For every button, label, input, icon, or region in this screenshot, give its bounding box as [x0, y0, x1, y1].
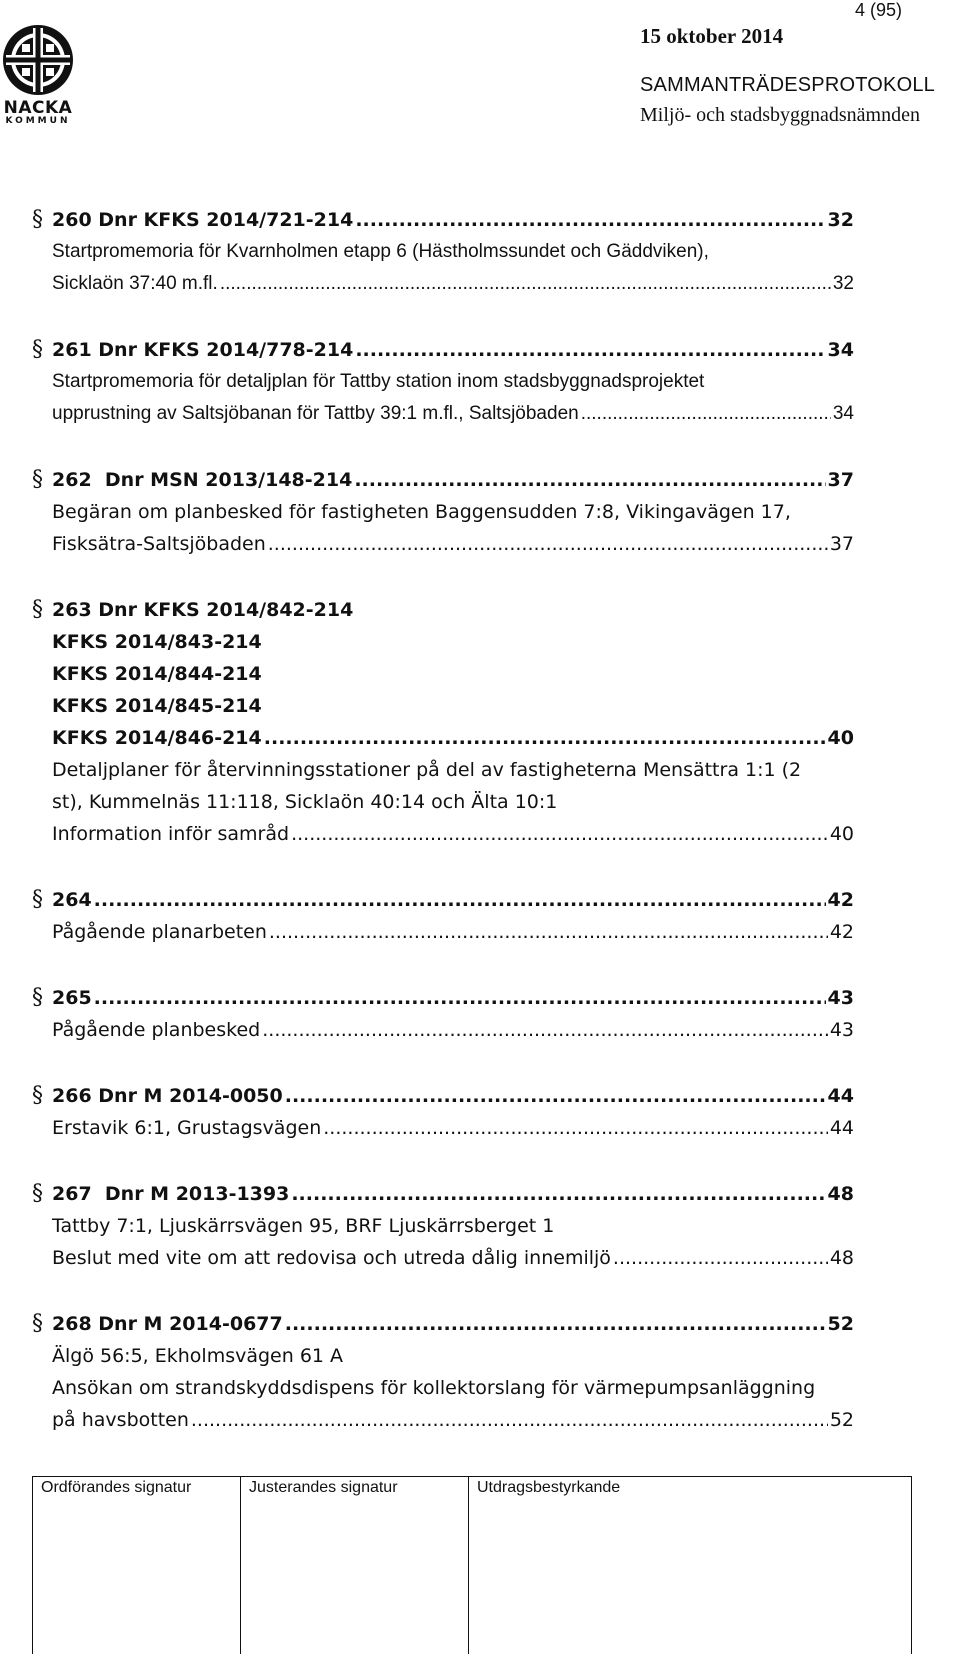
dot-leader — [581, 398, 831, 430]
toc-page: 48 — [829, 1247, 854, 1269]
toc-subline-text: upprustning av Saltsjöbanan för Tattby 39:1 m.fl., Saltsjöbaden — [52, 403, 579, 424]
dot-leader — [291, 818, 828, 850]
dot-leader — [355, 334, 825, 366]
signature-label: Utdragsbestyrkande — [477, 1479, 621, 1496]
toc-page: 32 — [832, 273, 854, 294]
toc-page: 34 — [832, 403, 854, 424]
toc-heading[interactable] — [32, 334, 854, 366]
logo-name: NACKA — [3, 98, 73, 118]
toc-subline[interactable] — [32, 528, 854, 560]
toc-page: 37 — [827, 469, 854, 491]
dot-leader — [613, 1242, 828, 1274]
toc-subline[interactable] — [32, 1242, 854, 1274]
dot-leader — [262, 1014, 828, 1046]
toc-entry-261 — [32, 334, 854, 430]
toc-subline-text: Pågående planbesked — [52, 1019, 261, 1041]
toc-heading-text: 268 Dnr M 2014-0677 — [52, 1313, 283, 1335]
toc-subline[interactable] — [32, 268, 854, 300]
toc-heading[interactable] — [32, 204, 854, 236]
dot-leader — [191, 1404, 828, 1436]
toc-page: 52 — [827, 1313, 854, 1335]
nacka-crest-icon — [0, 22, 76, 98]
toc-subline-text: Sicklaön 37:40 m.fl. — [52, 273, 218, 294]
toc-entry-262 — [32, 464, 854, 560]
toc-subline[interactable] — [32, 916, 854, 948]
toc-heading[interactable] — [32, 1178, 854, 1210]
toc-description: Startpromemoria för detaljplan för Tattby station inom stadsbyggnadsprojektet — [52, 371, 705, 392]
section-symbol: § — [32, 597, 43, 622]
dot-leader — [285, 1080, 826, 1112]
toc-subline-text: Information inför samråd — [52, 823, 290, 845]
section-symbol: § — [32, 1083, 43, 1108]
toc-heading[interactable] — [32, 1308, 854, 1340]
toc-heading[interactable] — [32, 982, 854, 1014]
toc-entry-264 — [32, 884, 854, 948]
toc-heading-text: 267 Dnr M 2013-1393 — [52, 1183, 290, 1205]
toc-page: 37 — [829, 533, 854, 555]
section-symbol: § — [32, 1311, 43, 1336]
toc-page: 48 — [827, 1183, 854, 1205]
section-symbol: § — [32, 337, 43, 362]
toc-heading-extra: KFKS 2014/843-214 — [52, 631, 262, 653]
toc-page: 43 — [827, 987, 854, 1009]
toc-description: Älgö 56:5, Ekholmsvägen 61 A — [52, 1345, 344, 1367]
section-symbol: § — [32, 887, 43, 912]
section-symbol: § — [32, 207, 43, 232]
section-symbol: § — [32, 1181, 43, 1206]
toc-subline[interactable] — [32, 1404, 854, 1436]
toc-description: Ansökan om strandskyddsdispens för kollektorslang för värmepumpsanläggning — [52, 1377, 816, 1399]
toc-heading-text: 265 — [52, 987, 92, 1009]
toc-heading-text: 263 Dnr KFKS 2014/842-214 — [52, 599, 354, 621]
page-number: 4 (95) — [854, 0, 902, 20]
toc-description: Begäran om planbesked för fastigheten Baggensudden 7:8, Vikingavägen 17, — [52, 501, 791, 523]
meeting-date: 15 oktober 2014 — [640, 24, 784, 48]
toc-entry-266 — [32, 1080, 854, 1144]
dot-leader — [269, 916, 828, 948]
toc-heading-text: 262 Dnr MSN 2013/148-214 — [52, 469, 353, 491]
toc-subline-text: Pågående planarbeten — [52, 921, 267, 943]
dot-leader — [355, 204, 825, 236]
dot-leader — [354, 464, 825, 496]
toc-entry-267 — [32, 1178, 854, 1274]
section-symbol: § — [32, 985, 43, 1010]
dot-leader — [285, 1308, 826, 1340]
toc-heading — [32, 594, 854, 626]
board-name: Miljö- och stadsbyggnadsnämnden — [640, 104, 920, 126]
toc-heading[interactable] — [32, 884, 854, 916]
toc-subline[interactable] — [32, 818, 854, 850]
toc-page: 32 — [827, 209, 854, 231]
dot-leader — [291, 1178, 825, 1210]
toc-entry-265 — [32, 982, 854, 1046]
toc-subline-text: Beslut med vite om att redovisa och utreda dålig innemiljö — [52, 1247, 611, 1269]
toc-subline[interactable] — [32, 1014, 854, 1046]
logo-sub: KOMMUN — [5, 116, 71, 126]
toc-page: 40 — [827, 727, 854, 749]
toc-heading-text: 260 Dnr KFKS 2014/721-214 — [52, 209, 354, 231]
toc-description: Tattby 7:1, Ljuskärrsvägen 95, BRF Ljuskärrsberget 1 — [52, 1215, 555, 1237]
toc-page: 43 — [829, 1019, 854, 1041]
toc-entry-268 — [32, 1308, 854, 1436]
toc-page: 44 — [829, 1117, 854, 1139]
toc-page: 42 — [827, 889, 854, 911]
toc-page: 40 — [829, 823, 854, 845]
toc-subline-text: Fisksätra-Saltsjöbaden — [52, 533, 266, 555]
toc-heading-text: 261 Dnr KFKS 2014/778-214 — [52, 339, 354, 361]
dot-leader — [94, 982, 826, 1014]
toc-page: 52 — [829, 1409, 854, 1431]
toc-page: 34 — [827, 339, 854, 361]
toc-page: 44 — [827, 1085, 854, 1107]
dot-leader — [264, 722, 826, 754]
toc-heading-text: 266 Dnr M 2014-0050 — [52, 1085, 283, 1107]
toc-heading-extra: KFKS 2014/844-214 — [52, 663, 262, 685]
toc-description: Startpromemoria för Kvarnholmen etapp 6 (Hästholmssundet och Gäddviken), — [52, 241, 709, 262]
signature-table — [32, 1476, 912, 1654]
signature-certification — [468, 1477, 912, 1654]
dot-leader — [220, 268, 831, 300]
toc-heading-text: 264 — [52, 889, 92, 911]
section-symbol: § — [32, 467, 43, 492]
signature-adjuster — [240, 1477, 468, 1654]
toc-description: st), Kummelnäs 11:118, Sicklaön 40:14 och Älta 10:1 — [52, 791, 558, 813]
dot-leader — [268, 528, 828, 560]
signature-chair — [32, 1477, 240, 1654]
toc-entry-263 — [32, 594, 854, 850]
toc-heading[interactable] — [32, 722, 854, 754]
table-of-contents — [32, 204, 854, 1470]
toc-page: 42 — [829, 921, 854, 943]
dot-leader — [323, 1112, 828, 1144]
signature-label: Ordförandes signatur — [41, 1479, 192, 1496]
toc-description: Detaljplaner för återvinningsstationer på del av fastigheterna Mensättra 1:1 (2 — [52, 759, 802, 781]
toc-heading-extra: KFKS 2014/845-214 — [52, 695, 262, 717]
toc-subline-text: Erstavik 6:1, Grustagsvägen — [52, 1117, 322, 1139]
toc-subline[interactable] — [32, 1112, 854, 1144]
toc-subline-text: på havsbotten — [52, 1409, 189, 1431]
protocol-title: SAMMANTRÄDESPROTOKOLL — [640, 74, 936, 96]
toc-heading-text: KFKS 2014/846-214 — [52, 727, 262, 749]
toc-heading[interactable] — [32, 1080, 854, 1112]
signature-label: Justerandes signatur — [249, 1479, 398, 1496]
toc-subline[interactable] — [32, 398, 854, 430]
toc-entry-260 — [32, 204, 854, 300]
toc-heading[interactable] — [32, 464, 854, 496]
dot-leader — [94, 884, 826, 916]
